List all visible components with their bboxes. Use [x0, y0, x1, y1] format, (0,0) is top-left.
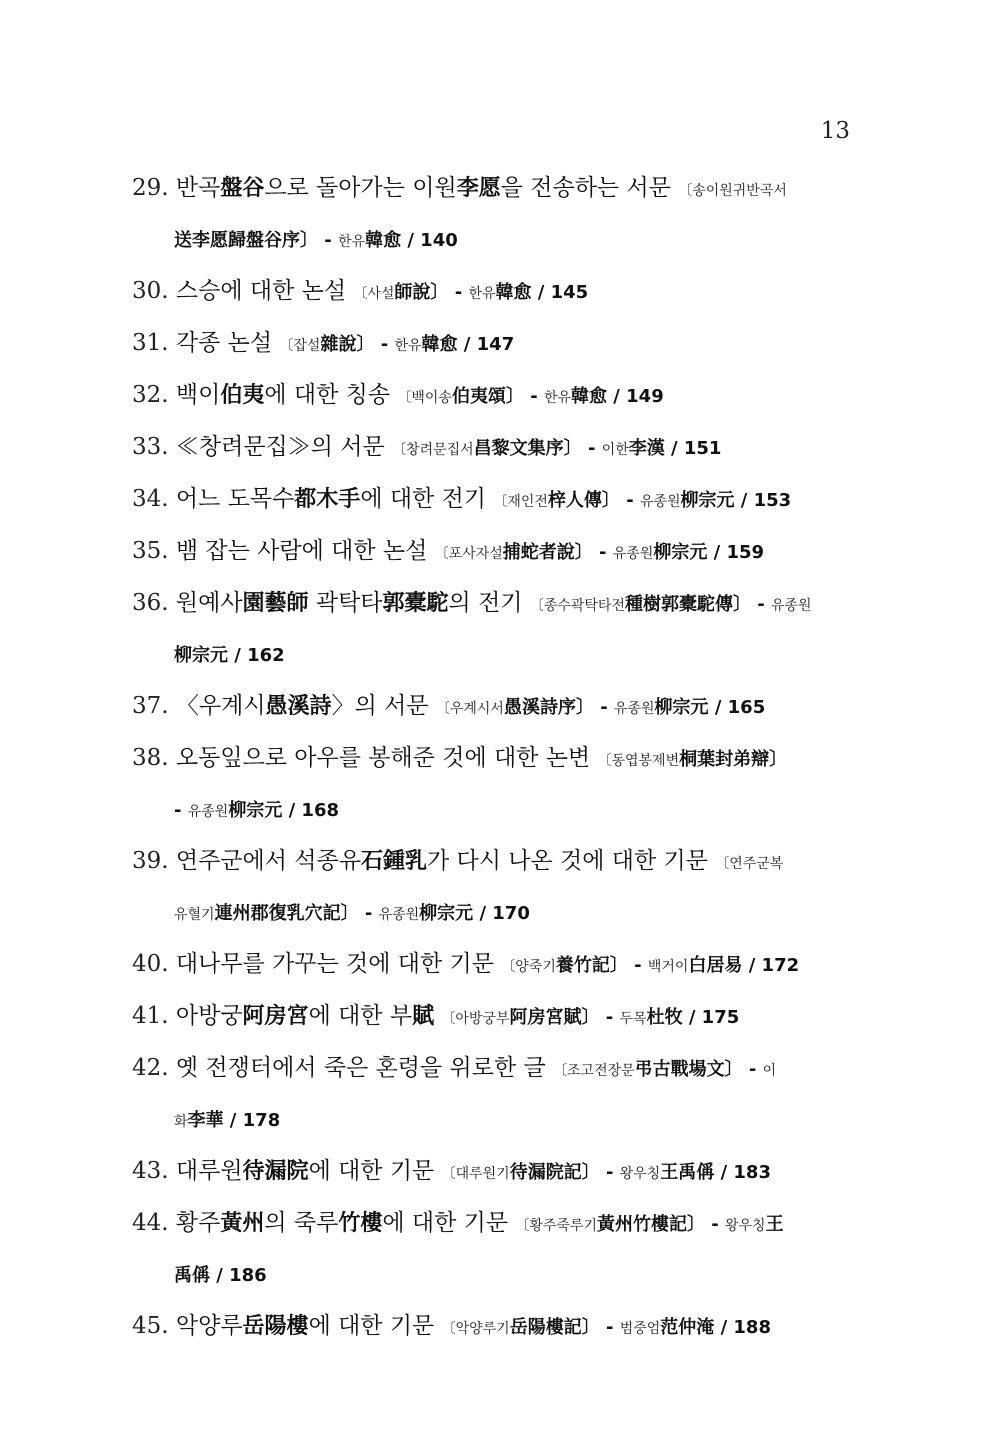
entry-text-segment: 竹樓 — [338, 1210, 383, 1236]
entry-text-segment: 대나무를 가꾸는 것에 대한 기문 — [175, 951, 502, 977]
entry-text-segment: 阿房宮 — [242, 1003, 309, 1029]
entry-text-segment: / 186 — [210, 1265, 267, 1286]
entry-text-segment: 李漢 — [628, 438, 665, 459]
toc-entry-continuation — [132, 896, 854, 928]
entry-text-segment: 화 — [174, 1114, 188, 1130]
entry-text-segment: 〕 - — [340, 903, 379, 924]
entry-number: 37. — [132, 693, 176, 719]
entry-text-segment: 待漏院記 — [509, 1162, 582, 1183]
toc-entry-line — [132, 275, 854, 307]
toc-entry-line — [132, 587, 854, 619]
entry-text-segment: 〔악양루기 — [441, 1321, 510, 1337]
entry-text-segment: 李華 — [187, 1110, 224, 1131]
entry-text-segment: 送李愿歸盤谷序 — [174, 230, 300, 251]
entry-text-segment: 아방궁 — [175, 1003, 243, 1029]
entry-text-segment: 악양루 — [175, 1313, 243, 1339]
entry-text-segment: 에 대한 칭송 — [264, 382, 398, 408]
entry-number: 36. — [132, 590, 176, 616]
entry-number: 44. — [132, 1210, 176, 1236]
entry-text-segment: 〕 - — [601, 490, 640, 511]
entry-text-segment: / 162 — [228, 645, 285, 666]
toc-entry-line — [132, 845, 854, 877]
toc-entry-line — [132, 535, 854, 567]
entry-text-segment: 한유 — [338, 234, 366, 250]
entry-text-segment: 〕 - — [732, 594, 771, 615]
entry-text-segment: 梓人傳 — [547, 490, 602, 511]
entry-text-segment: 〕 - — [430, 282, 469, 303]
entry-text-segment: 대루원 — [175, 1158, 243, 1184]
entry-text-segment: 連州郡復乳穴記 — [214, 903, 341, 924]
entry-text-segment: 〕 - — [724, 1059, 763, 1080]
entry-text-segment: 각종 논설 — [175, 330, 280, 356]
entry-text-segment: 昌黎文集序 — [473, 438, 564, 459]
entry-text-segment: / 159 — [707, 542, 765, 563]
entry-text-segment: 어느 도목수 — [175, 486, 295, 512]
table-of-contents — [132, 172, 854, 1362]
toc-entry-line — [132, 1000, 854, 1032]
entry-text-segment: 유종원 — [612, 546, 654, 562]
toc-entry-line — [132, 327, 854, 359]
toc-entry-continuation — [132, 223, 854, 255]
entry-text-segment: 〕 - — [609, 955, 648, 976]
entry-text-segment: 한유 — [394, 338, 422, 354]
entry-text-segment: 愚溪詩序 — [503, 697, 576, 718]
entry-text-segment: 뱀 잡는 사람에 대한 논설 — [175, 538, 435, 564]
entry-text-segment: 〔창려문집서 — [392, 442, 474, 458]
toc-entry — [132, 1310, 854, 1342]
entry-text-segment: 伯夷頌 — [451, 386, 506, 407]
entry-text-segment: 의 죽루 — [264, 1210, 339, 1236]
entry-text-segment: 都木手 — [294, 486, 361, 512]
entry-text-segment: 〕 - — [505, 386, 544, 407]
toc-entry-line — [132, 1310, 854, 1342]
toc-entry — [132, 483, 854, 515]
entry-text-segment: 〔황주죽루기 — [515, 1218, 597, 1234]
entry-text-segment: 〔조고전장문 — [553, 1063, 635, 1079]
entry-number: 31. — [132, 330, 176, 356]
toc-entry — [132, 431, 854, 463]
toc-entry — [132, 379, 854, 411]
entry-text-segment: 유종원 — [187, 804, 229, 820]
entry-number: 41. — [132, 1003, 176, 1029]
entry-text-segment: / 188 — [714, 1317, 771, 1338]
toc-entry-line — [132, 379, 854, 411]
entry-text-segment: 〕 - — [581, 1162, 620, 1183]
entry-text-segment: 에 대한 전기 — [360, 486, 494, 512]
entry-text-segment: 〔우계시서 — [435, 701, 504, 717]
entry-text-segment: 〔재인전 — [493, 494, 548, 510]
toc-entry-line — [132, 1052, 854, 1084]
entry-text-segment: / 147 — [457, 334, 515, 355]
entry-text-segment: 이 — [762, 1063, 777, 1079]
entry-text-segment: 〕 - — [574, 542, 613, 563]
entry-number: 33. — [132, 434, 176, 460]
entry-text-segment: 유종원 — [639, 494, 681, 510]
entry-text-segment: 〕 — [769, 749, 788, 770]
entry-text-segment: 왕우칭 — [619, 1166, 661, 1182]
entry-text-segment: 에 대한 기문 — [308, 1313, 442, 1339]
entry-text-segment: 種樹郭橐駝傳 — [624, 594, 733, 615]
entry-text-segment: 桐葉封弟辯 — [679, 749, 770, 770]
entry-text-segment: 한유 — [468, 286, 496, 302]
entry-text-segment: / 145 — [531, 282, 589, 303]
entry-text-segment: 오동잎으로 아우를 봉해준 것에 대한 논변 — [175, 745, 598, 771]
entry-text-segment: 에 대한 기문 — [308, 1158, 442, 1184]
entry-text-segment: 〔백이송 — [397, 390, 452, 406]
entry-number: 35. — [132, 538, 176, 564]
entry-text-segment: 杜牧 — [646, 1007, 683, 1028]
entry-text-segment: 石鍾乳 — [360, 848, 427, 874]
entry-text-segment: 연주군에서 석종유 — [175, 848, 361, 874]
entry-text-segment: 〔아방궁부 — [441, 1011, 510, 1027]
entry-text-segment: 왕우칭 — [725, 1218, 766, 1234]
toc-entry — [132, 690, 854, 722]
entry-text-segment: 〕 - — [356, 334, 395, 355]
toc-entry — [132, 327, 854, 359]
entry-text-segment: 園藝師 — [242, 590, 309, 616]
toc-entry — [132, 1000, 854, 1032]
entry-text-segment: 〔잡설 — [279, 338, 321, 354]
entry-text-segment: 으로 돌아가는 이원 — [264, 175, 457, 201]
entry-text-segment: 韓愈 — [365, 230, 402, 251]
entry-text-segment: 禹偁 — [174, 1265, 210, 1286]
entry-text-segment: 師說 — [394, 282, 431, 303]
toc-entry-line — [132, 1207, 854, 1239]
entry-text-segment: - — [174, 800, 188, 821]
toc-entry — [132, 742, 854, 825]
page-number: 13 — [820, 118, 850, 144]
entry-text-segment: 韓愈 — [571, 386, 608, 407]
entry-number: 39. — [132, 848, 176, 874]
entry-text-segment: 阿房宮賦 — [509, 1007, 582, 1028]
entry-number: 38. — [132, 745, 176, 771]
entry-text-segment: 〔동엽봉제변 — [597, 753, 680, 769]
toc-entry — [132, 275, 854, 307]
entry-text-segment: 雜說 — [320, 334, 357, 355]
entry-text-segment: 〕 - — [300, 230, 339, 251]
entry-text-segment: 원예사 — [175, 590, 243, 616]
entry-text-segment: 〔송이원귀반곡서 — [678, 183, 787, 199]
entry-text-segment: / 175 — [682, 1007, 740, 1028]
toc-entry — [132, 1052, 854, 1135]
entry-text-segment: 의 전기 — [448, 590, 530, 616]
entry-text-segment: 반곡 — [175, 175, 221, 201]
entry-text-segment: 〈우계시 — [175, 693, 266, 719]
toc-entry — [132, 845, 854, 928]
entry-text-segment: 가 다시 나온 것에 대한 기문 — [426, 848, 716, 874]
entry-text-segment: 王禹偁 — [660, 1162, 715, 1183]
entry-text-segment: 〔양죽기 — [501, 959, 556, 975]
toc-entry-continuation — [132, 1258, 854, 1290]
entry-text-segment: 柳宗元 — [174, 645, 228, 666]
entry-text-segment: 〔포사자설 — [434, 546, 503, 562]
entry-text-segment: 王 — [765, 1214, 784, 1235]
entry-number: 30. — [132, 278, 176, 304]
entry-text-segment: / 149 — [607, 386, 664, 407]
entry-number: 34. — [132, 486, 176, 512]
entry-text-segment: 〔종수곽탁타전 — [529, 598, 625, 614]
entry-text-segment: 한유 — [543, 390, 572, 406]
entry-text-segment: / 172 — [742, 955, 800, 976]
entry-text-segment: 〕 - — [686, 1214, 725, 1235]
toc-entry-line — [132, 1155, 854, 1187]
toc-entry-line — [132, 742, 854, 774]
entry-text-segment: 유종원 — [613, 701, 655, 717]
entry-text-segment: 〕 - — [563, 438, 602, 459]
entry-text-segment: 柳宗元 — [653, 542, 708, 563]
entry-text-segment: 백거이 — [647, 959, 689, 975]
toc-entry — [132, 587, 854, 670]
toc-entry-continuation — [132, 1103, 854, 1135]
entry-text-segment: 황주 — [175, 1210, 221, 1236]
entry-text-segment: 白居易 — [688, 955, 743, 976]
toc-entry — [132, 172, 854, 255]
entry-number: 45. — [132, 1313, 176, 1339]
entry-text-segment: 韓愈 — [495, 282, 532, 303]
entry-number: 29. — [132, 175, 176, 201]
entry-text-segment: 스승에 대한 논설 — [175, 278, 354, 304]
entry-text-segment: / 140 — [401, 230, 458, 251]
entry-text-segment: 養竹記 — [555, 955, 610, 976]
entry-text-segment: ≪창려문집≫의 서문 — [175, 434, 393, 460]
entry-text-segment: 〉의 서문 — [331, 693, 436, 719]
entry-number: 42. — [132, 1055, 176, 1081]
entry-text-segment: 岳陽樓記 — [509, 1317, 582, 1338]
toc-entry — [132, 1155, 854, 1187]
entry-text-segment: 愚溪詩 — [265, 693, 332, 719]
entry-text-segment: 柳宗元 — [419, 903, 474, 924]
entry-text-segment: 待漏院 — [242, 1158, 309, 1184]
toc-entry — [132, 1207, 854, 1290]
entry-text-segment: 弔古戰場文 — [634, 1059, 725, 1080]
entry-text-segment: 賦 — [412, 1003, 435, 1029]
entry-text-segment: 岳陽樓 — [242, 1313, 309, 1339]
toc-entry — [132, 948, 854, 980]
entry-text-segment: 郭橐駝 — [382, 590, 449, 616]
entry-text-segment: 李愿 — [456, 175, 501, 201]
entry-text-segment: / 170 — [473, 903, 530, 924]
toc-entry-line — [132, 172, 854, 204]
entry-text-segment: 백이 — [175, 382, 221, 408]
toc-entry — [132, 535, 854, 567]
entry-text-segment: 옛 전쟁터에서 죽은 혼령을 위로한 글 — [175, 1055, 554, 1081]
entry-text-segment: 유종원 — [771, 598, 812, 614]
entry-text-segment: / 151 — [664, 438, 722, 459]
entry-text-segment: 柳宗元 — [228, 800, 283, 821]
entry-text-segment: 〔연주군복 — [715, 856, 784, 872]
entry-text-segment: 韓愈 — [421, 334, 458, 355]
entry-text-segment: 에 대한 기문 — [382, 1210, 516, 1236]
entry-number: 43. — [132, 1158, 176, 1184]
toc-entry-line — [132, 431, 854, 463]
entry-text-segment: 柳宗元 — [654, 697, 709, 718]
entry-text-segment: 이한 — [601, 442, 629, 458]
entry-text-segment: 두목 — [619, 1011, 647, 1027]
entry-text-segment: / 153 — [734, 490, 792, 511]
entry-text-segment: 范仲淹 — [660, 1317, 715, 1338]
entry-text-segment: / 178 — [223, 1110, 281, 1131]
entry-text-segment: 유혈기 — [174, 907, 215, 923]
entry-text-segment: 유종원 — [378, 907, 420, 923]
entry-text-segment: 〔사설 — [353, 286, 395, 302]
entry-text-segment: / 165 — [708, 697, 766, 718]
entry-text-segment: 곽탁타 — [308, 590, 383, 616]
toc-entry-line — [132, 948, 854, 980]
entry-text-segment: / 168 — [282, 800, 340, 821]
entry-text-segment: 〕 - — [575, 697, 614, 718]
entry-text-segment: 을 전송하는 서문 — [500, 175, 679, 201]
entry-text-segment: / 183 — [714, 1162, 771, 1183]
entry-text-segment: 柳宗元 — [680, 490, 735, 511]
entry-text-segment: 黃州 — [220, 1210, 265, 1236]
entry-text-segment: 〔대루원기 — [441, 1166, 510, 1182]
entry-number: 40. — [132, 951, 176, 977]
entry-text-segment: 黃州竹樓記 — [596, 1214, 687, 1235]
entry-text-segment: 〕 - — [581, 1007, 620, 1028]
entry-number: 32. — [132, 382, 176, 408]
toc-entry-continuation — [132, 793, 854, 825]
entry-text-segment: 범중엄 — [619, 1321, 661, 1337]
toc-entry-line — [132, 483, 854, 515]
entry-text-segment: 盤谷 — [220, 175, 265, 201]
entry-text-segment: 伯夷 — [220, 382, 265, 408]
toc-entry-line — [132, 690, 854, 722]
entry-text-segment: 〕 - — [581, 1317, 620, 1338]
entry-text-segment: 에 대한 부 — [308, 1003, 413, 1029]
entry-text-segment: 捕蛇者說 — [502, 542, 575, 563]
toc-entry-continuation — [132, 638, 854, 670]
